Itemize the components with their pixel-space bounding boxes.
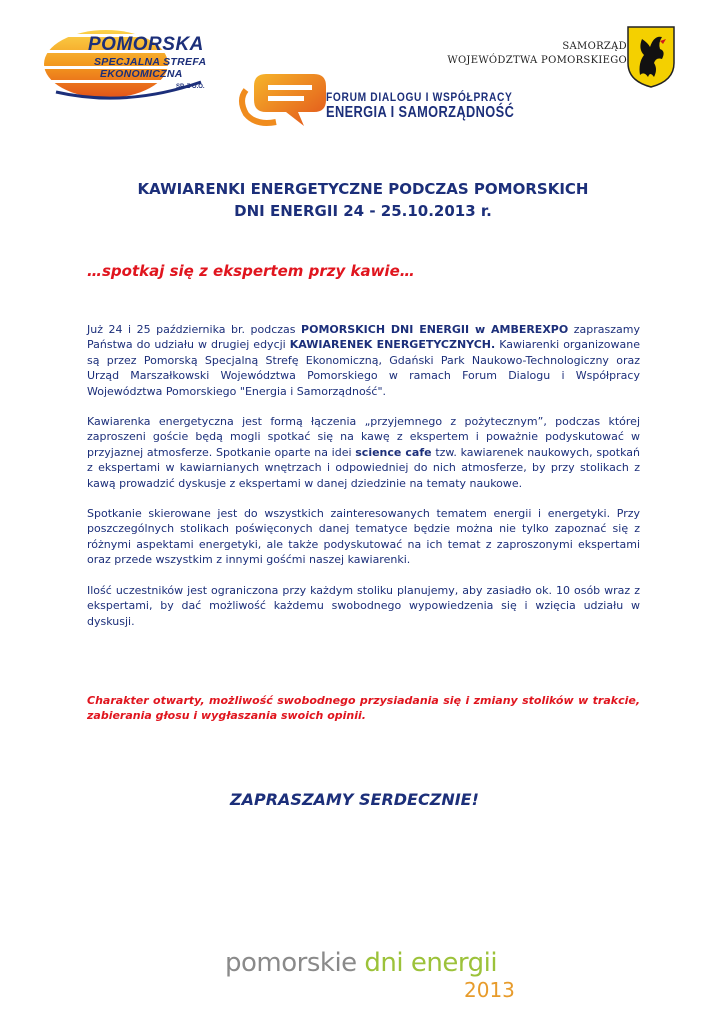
paragraph-2 <box>87 414 640 491</box>
forum-bubble-icon <box>236 70 336 132</box>
paragraph-4: Ilość uczestników jest ograniczona przy każdym stoliku planujemy, aby zasiadło ok. 10 osób wraz z ekspertami, by dać możliwość każdemu swobodnego wypowiedzenia się i wzięcia udziału w dyskusji. <box>87 583 640 628</box>
page-title-line2: DNI ENERGII 24 - 25.10.2013 r. <box>234 202 492 220</box>
paragraph-1-text-2: zapraszamy Państwa do udziału w drugiej edycji <box>87 323 640 352</box>
pse-logo-line2: SPECJALNA STREFA <box>94 56 207 68</box>
pse-logo <box>36 22 211 107</box>
samorzad-line2: WOJEWÓDZTWA POMORSKIEGO <box>447 55 627 66</box>
page-title-line1: KAWIARENKI ENERGETYCZNE PODCZAS POMORSKICH <box>137 180 589 198</box>
footer-word-dni-energii: dni energii <box>364 948 498 978</box>
paragraph-2-bold-1: science cafe <box>355 445 432 459</box>
paragraph-2-text-1: Kawiarenka energetyczna jest formą łączenia „przyjemnego z pożytecznym”, podczas której zaproszeni goście będą mogli spotkać się na kawę z ekspertem i poważnie podyskutować w przyjaznej atmosferze. Spotkanie oparte na idei <box>87 415 640 459</box>
body-text <box>87 322 640 644</box>
pse-logo-line4: SP. Z O.O. <box>176 84 205 90</box>
footer-word-pomorskie: pomorskie <box>225 948 365 978</box>
footer-logo <box>225 948 497 978</box>
page-subtitle: …spotkaj się z ekspertem przy kawie… <box>87 262 415 280</box>
paragraph-1-bold-2: KAWIARENEK ENERGETYCZNYCH. <box>289 338 496 352</box>
paragraph-1-bold-1: POMORSKICH DNI ENERGII w AMBEREXPO <box>301 323 569 336</box>
page-title <box>80 178 646 222</box>
paragraph-1-text-3: Kawiarenki organizowane są przez Pomorską Specjalną Strefę Ekonomiczną, Gdański Park Naukowo-Technologiczny oraz Urząd Marszałkowski Województwa Pomorskiego w ramach Forum Dialogu i Współpracy Województwa Pomorskiego "Energia i Samorządność". <box>87 338 640 398</box>
paragraph-3: Spotkanie skierowane jest do wszystkich zainteresowanych tematem energii i energetyki. Przy poszczególnych stolikach poświęconych danej tematyce będzie można nie tylko zapoznać się z różnymi aspektami energetyki, ale także podyskutować na ich temat z zaproszonymi ekspertami oraz przede wszystkim z innymi gośćmi naszej kawiarenki. <box>87 507 640 567</box>
invitation-text: ZAPRASZAMY SERDECZNIE! <box>230 790 479 809</box>
forum-title-line1: FORUM DIALOGU I WSPÓŁPRACY <box>326 90 513 104</box>
samorzad-label <box>447 40 627 68</box>
samorzad-line1: SAMORZĄD <box>562 41 627 52</box>
pse-logo-line1: POMORSKA <box>88 34 204 55</box>
paragraph-1 <box>87 322 640 399</box>
paragraph-2-text-2: tzw. kawiarenek naukowych, spotkań z ekspertami w kawiarnianych wnętrzach i odpowiedniej do nich atmosferze, by przy stolikach z kawą prowadzić dyskusje z ekspertami w danej dziedzinie na tematy naukowe. <box>87 445 640 490</box>
griffin-crest-icon <box>626 25 676 89</box>
paragraph-1-text-1: Już 24 i 25 października br. podczas <box>87 323 302 336</box>
footer-year: 2013 <box>464 978 515 1002</box>
forum-title-line2: ENERGIA I SAMORZĄDNOŚĆ <box>326 104 515 121</box>
pse-logo-line3: EKONOMICZNA <box>100 68 183 80</box>
open-format-note: Charakter otwarty, możliwość swobodnego przysiadania się i zmiany stolików w trakcie, zabierania głosu i wygłaszania swoich opinii. <box>87 694 640 723</box>
